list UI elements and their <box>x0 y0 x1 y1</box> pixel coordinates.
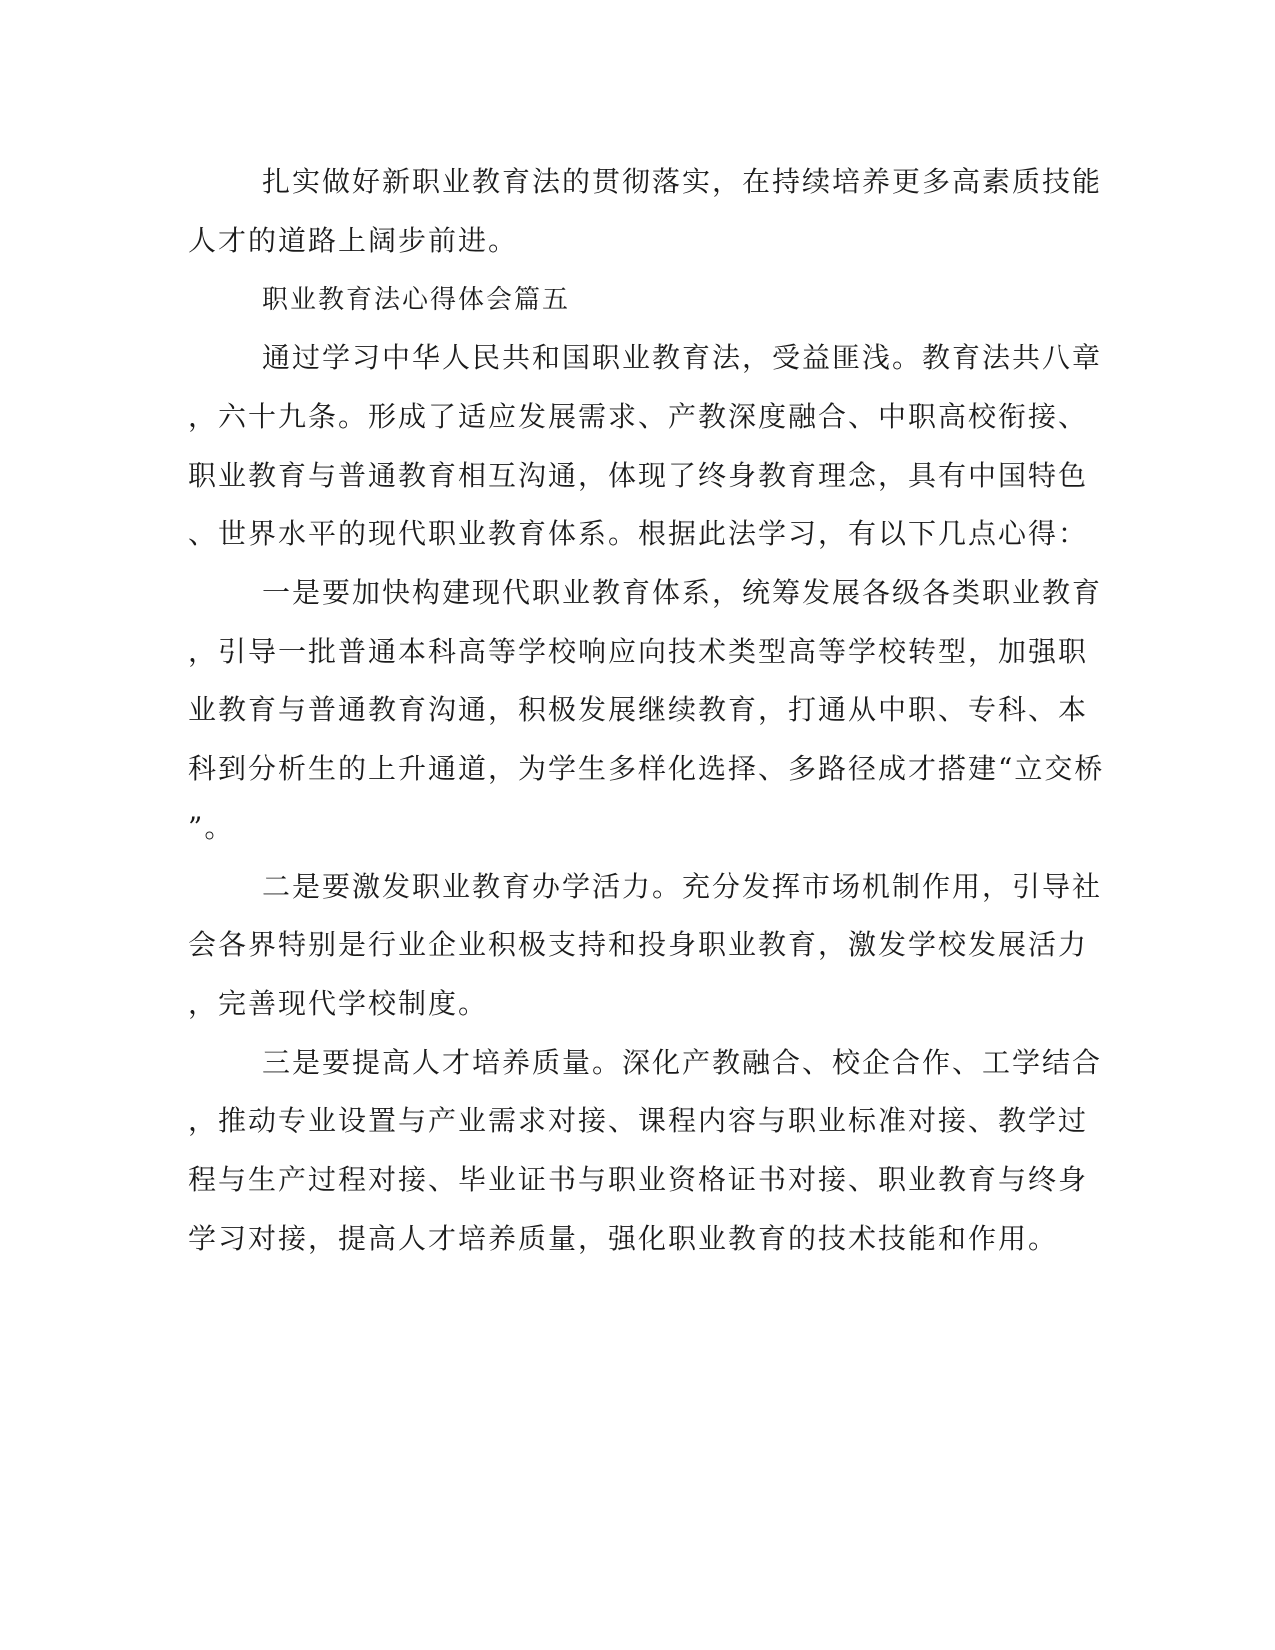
paragraph-line: ，六十九条。形成了适应发展需求、产教深度融合、中职高校衔接、 <box>188 400 1089 433</box>
paragraph-line: 会各界特别是行业企业积极支持和投身职业教育，激发学校发展活力 <box>188 928 1089 961</box>
paragraph-line: ，推动专业设置与产业需求对接、课程内容与职业标准对接、教学过 <box>188 1104 1089 1137</box>
paragraph-line: 职业教育与普通教育相互沟通，体现了终身教育理念，具有中国特色 <box>188 459 1089 492</box>
paragraph-line: ，完善现代学校制度。 <box>188 987 489 1020</box>
paragraph-line: 科到分析生的上升通道，为学生多样化选择、多路径成才搭建“立交桥 <box>188 752 1105 785</box>
paragraph-line: 二是要激发职业教育办学活力。充分发挥市场机制作用，引导社 <box>262 870 1103 903</box>
paragraph-line: ”。 <box>188 811 235 844</box>
paragraph-line: ，引导一批普通本科高等学校响应向技术类型高等学校转型，加强职 <box>188 635 1089 668</box>
paragraph-line: 学习对接，提高人才培养质量，强化职业教育的技术技能和作用。 <box>188 1222 1059 1255</box>
paragraph-line: 业教育与普通教育沟通，积极发展继续教育，打通从中职、专科、本 <box>188 693 1089 726</box>
paragraph-line: 人才的道路上阔步前进。 <box>188 224 519 257</box>
paragraph-line: 通过学习中华人民共和国职业教育法，受益匪浅。教育法共八章 <box>262 341 1103 374</box>
paragraph-line: 一是要加快构建现代职业教育体系，统筹发展各级各类职业教育 <box>262 576 1103 609</box>
paragraph-line: 程与生产过程对接、毕业证书与职业资格证书对接、职业教育与终身 <box>188 1163 1089 1196</box>
section-heading: 职业教育法心得体会篇五 <box>262 285 571 315</box>
paragraph-line: 扎实做好新职业教育法的贯彻落实，在持续培养更多高素质技能 <box>262 165 1103 198</box>
paragraph-line: 、世界水平的现代职业教育体系。根据此法学习，有以下几点心得： <box>188 517 1089 550</box>
paragraph-line: 三是要提高人才培养质量。深化产教融合、校企合作、工学结合 <box>262 1046 1103 1079</box>
